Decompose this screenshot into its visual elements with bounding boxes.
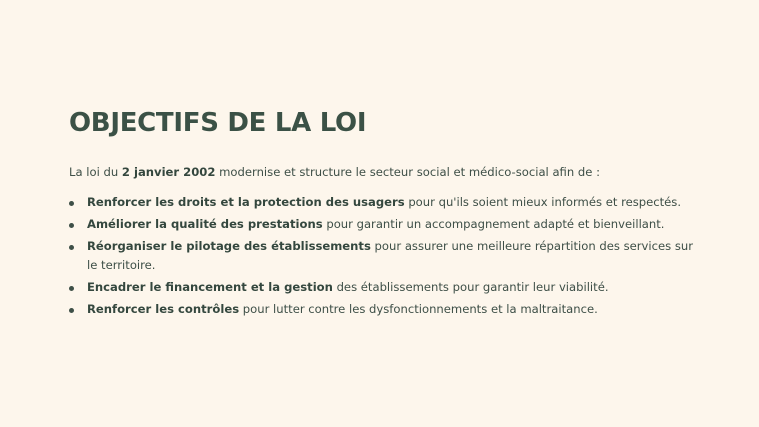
objective-bold: Améliorer la qualité des prestations	[87, 217, 323, 231]
objective-text: pour qu'ils soient mieux informés et respectés.	[404, 195, 682, 209]
objective-text: pour assurer une meilleure répartition des services sur le territoire.	[87, 239, 694, 272]
intro-suffix: modernise et structure le secteur social et médico-social afin de :	[215, 165, 600, 179]
list-item	[69, 193, 699, 212]
intro-prefix: La loi du	[69, 165, 122, 179]
objective-bold: Renforcer les contrôles	[87, 302, 240, 316]
objective-bold: Renforcer les droits et la protection des usagers	[87, 195, 405, 209]
bullet-icon	[69, 286, 74, 291]
objective-bold: Encadrer le financement et la gestion	[87, 280, 333, 294]
bullet-icon	[69, 308, 74, 313]
page-title: OBJECTIFS DE LA LOI	[69, 108, 367, 138]
bullet-icon	[69, 223, 74, 228]
objective-bold: Réorganiser le pilotage des établissements	[87, 239, 371, 253]
objective-text: pour garantir un accompagnement adapté et bienveillant.	[322, 217, 665, 231]
list-item	[69, 215, 699, 234]
list-item	[69, 300, 699, 319]
objectives-list	[69, 193, 699, 319]
intro-paragraph	[69, 164, 699, 181]
objective-text: des établissements pour garantir leur viabilité.	[332, 280, 609, 294]
intro-date: 2 janvier 2002	[121, 165, 216, 179]
objective-text: pour lutter contre les dysfonctionnements et la maltraitance.	[239, 302, 598, 316]
list-item	[69, 278, 699, 297]
slide	[69, 106, 699, 322]
bullet-icon	[69, 245, 74, 250]
bullet-icon	[69, 201, 74, 206]
list-item	[69, 237, 699, 275]
